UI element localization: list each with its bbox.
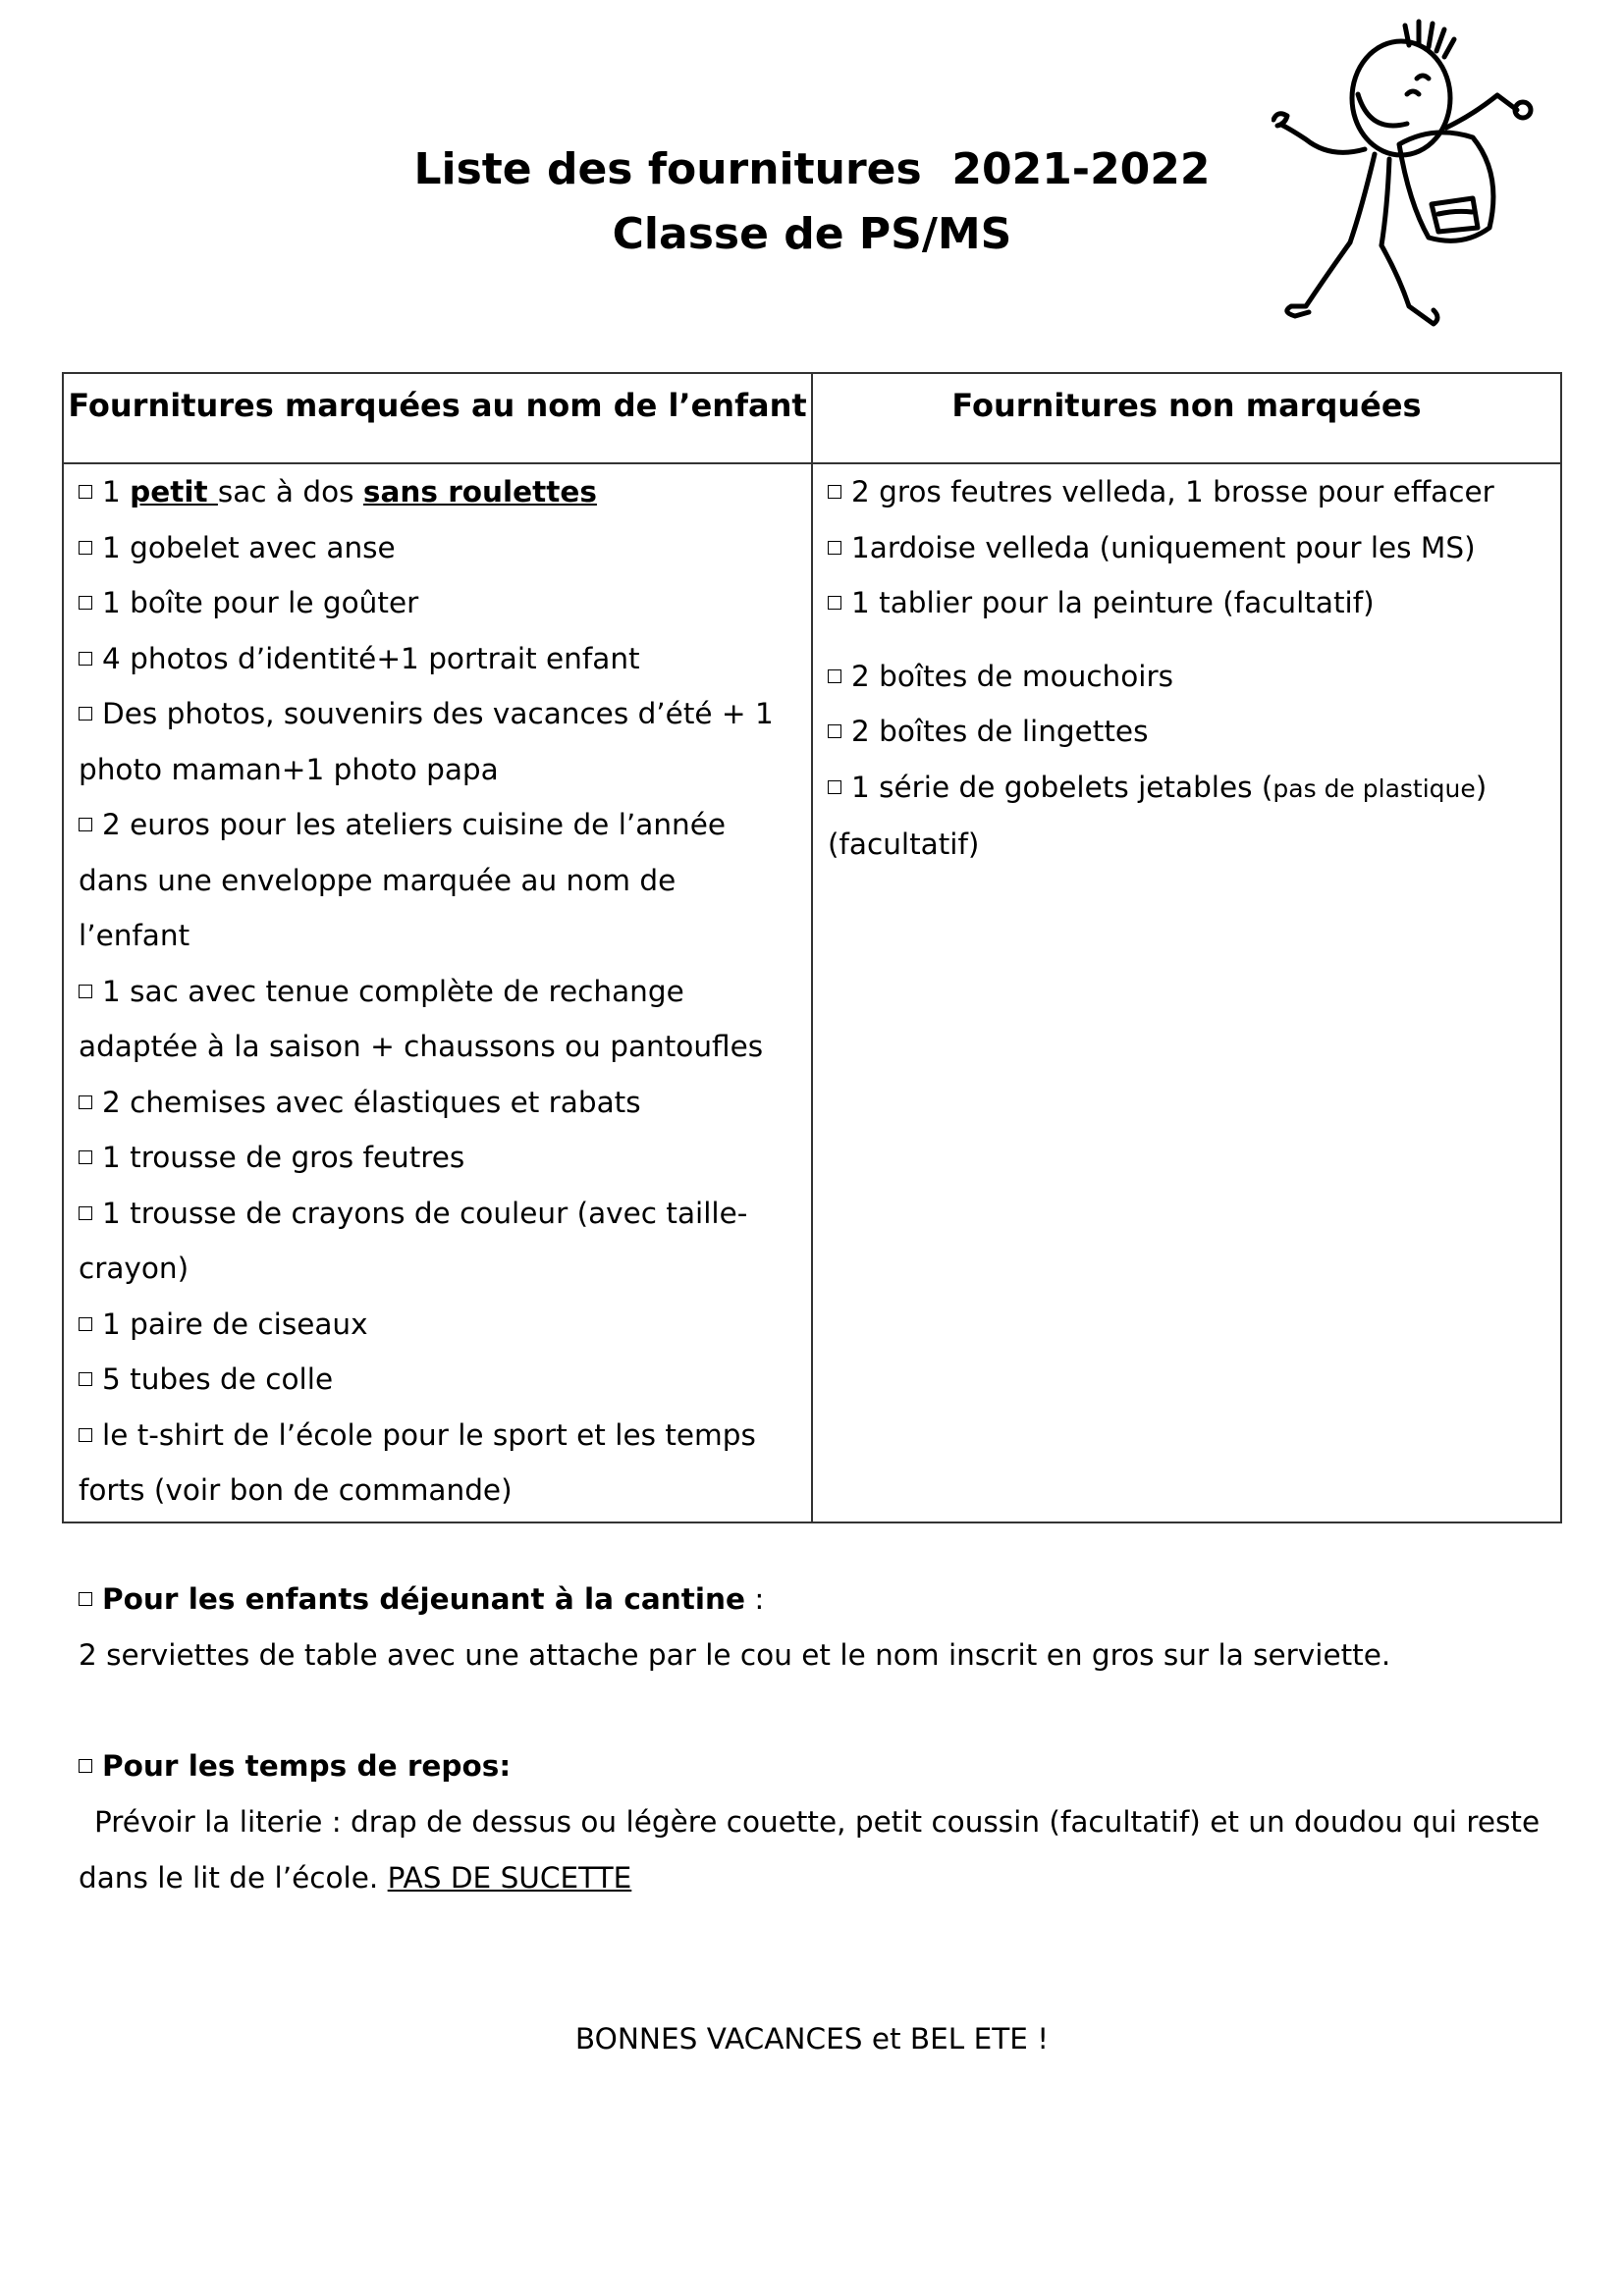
item-text: 1ardoise velleda (uniquement pour les MS)	[851, 530, 1476, 564]
item-emphasis: petit	[130, 475, 218, 508]
item-text: )	[1475, 770, 1488, 804]
marked-supplies-cell	[63, 463, 812, 1522]
list-item	[79, 797, 811, 853]
item-text: 1 trousse de crayons de couleur (avec taille-	[102, 1196, 748, 1230]
cantine-text: 2 serviettes de table avec une attache par le cou et le nom inscrit en gros sur la serviette.	[79, 1638, 1391, 1672]
list-item	[828, 649, 1560, 705]
list-item	[79, 1408, 811, 1464]
checkbox-icon	[828, 780, 841, 794]
list-item-continuation	[79, 853, 811, 909]
no-pacifier-note: PAS DE SUCETTE	[387, 1861, 632, 1895]
list-item	[79, 520, 811, 576]
item-text: 1	[102, 475, 131, 508]
repos-text-line-1: Prévoir la literie : drap de dessus ou légère couette, petit coussin (facultatif) et un doudou qui reste	[94, 1805, 1541, 1839]
list-item	[79, 686, 811, 742]
checkbox-icon	[79, 596, 92, 610]
cantine-colon: :	[744, 1582, 765, 1616]
marked-supplies-list	[79, 464, 811, 1519]
list-item	[79, 631, 811, 687]
list-item	[79, 1075, 811, 1131]
checkbox-icon	[79, 707, 92, 721]
header-unmarked: Fournitures non marquées	[812, 373, 1561, 463]
list-item	[828, 575, 1560, 631]
item-text: 1 série de gobelets jetables (	[851, 770, 1273, 804]
item-text: 2 gros feutres velleda, 1 brosse pour effacer	[851, 475, 1494, 508]
checkbox-icon	[828, 485, 841, 499]
checkbox-icon	[828, 669, 841, 683]
list-item	[79, 575, 811, 631]
item-text: l’enfant	[79, 919, 190, 952]
item-text: sac à dos	[217, 475, 363, 508]
cantine-heading	[79, 1572, 1561, 1628]
unmarked-supplies-list	[828, 464, 1560, 873]
repos-heading	[79, 1738, 1561, 1794]
checkbox-icon	[79, 1428, 92, 1442]
checkbox-icon	[79, 1317, 92, 1331]
checkbox-icon	[79, 818, 92, 831]
list-item-continuation	[828, 817, 1560, 873]
header-marked: Fournitures marquées au nom de l’enfant	[63, 373, 812, 463]
item-text: crayon)	[79, 1252, 189, 1285]
checkbox-icon	[79, 541, 92, 555]
checkbox-icon	[79, 1150, 92, 1164]
list-item	[79, 1130, 811, 1186]
checkbox-icon	[79, 1759, 92, 1773]
unmarked-supplies-cell	[812, 463, 1561, 1522]
list-item	[79, 1297, 811, 1353]
list-item	[828, 520, 1560, 576]
checkbox-icon	[79, 485, 92, 499]
item-text: 4 photos d’identité+1 portrait enfant	[102, 641, 640, 675]
item-text: 1 trousse de gros feutres	[102, 1141, 465, 1174]
list-item	[828, 760, 1560, 818]
item-note: pas de plastique	[1272, 774, 1476, 803]
item-text: le t-shirt de l’école pour le sport et les temps	[102, 1417, 756, 1452]
checkbox-icon	[79, 1206, 92, 1220]
item-text: 2 euros pour les ateliers cuisine de l’année	[102, 808, 727, 841]
notes-section	[79, 1572, 1561, 1906]
item-text: adaptée à la saison + chaussons ou pantoufles	[79, 1030, 764, 1063]
item-text: 1 sac avec tenue complète de rechange	[102, 974, 684, 1008]
list-item-continuation	[79, 742, 811, 798]
repos-text: dans le lit de l’école.	[79, 1861, 388, 1895]
item-text: Des photos, souvenirs des vacances d’été + 1	[102, 697, 774, 730]
repos-text-line-2	[79, 1850, 1561, 1906]
cantine-heading-text: Pour les enfants déjeunant à la cantine	[102, 1582, 745, 1616]
list-item	[79, 1352, 811, 1408]
title-line-2: Classe de PS/MS	[612, 209, 1012, 259]
list-item	[828, 464, 1560, 520]
checkbox-icon	[828, 541, 841, 555]
item-text: forts (voir bon de commande)	[79, 1473, 513, 1507]
item-text: 1 tablier pour la peinture (facultatif)	[851, 586, 1375, 619]
spacer	[79, 1683, 1561, 1738]
supplies-table	[62, 372, 1562, 1523]
item-text: dans une enveloppe marquée au nom de	[79, 863, 677, 897]
closing-message: BONNES VACANCES et BEL ETE !	[574, 2022, 1050, 2056]
checkbox-icon	[828, 596, 841, 610]
checkbox-icon	[79, 1095, 92, 1109]
list-item-continuation	[79, 1463, 811, 1519]
item-text: 2 boîtes de lingettes	[851, 715, 1149, 748]
checkbox-icon	[79, 985, 92, 998]
item-text: 1 boîte pour le goûter	[102, 586, 419, 619]
checkbox-icon	[828, 724, 841, 738]
repos-heading-text: Pour les temps de repos:	[102, 1749, 512, 1783]
list-item-continuation	[79, 1241, 811, 1297]
item-emphasis: sans roulettes	[362, 475, 597, 508]
checkbox-icon	[79, 652, 92, 666]
item-text: 1 gobelet avec anse	[102, 530, 396, 564]
list-item	[79, 964, 811, 1020]
list-item	[828, 704, 1560, 760]
list-item	[79, 1186, 811, 1242]
item-text: photo maman+1 photo papa	[79, 752, 499, 786]
list-item-continuation	[79, 1019, 811, 1075]
item-text: (facultatif)	[828, 828, 980, 861]
item-text: 2 chemises avec élastiques et rabats	[102, 1085, 641, 1119]
child-with-backpack-illustration	[1272, 12, 1537, 336]
title-line-1: Liste des fournitures 2021-2022	[413, 144, 1211, 194]
list-item-continuation	[79, 908, 811, 964]
checkbox-icon	[79, 1372, 92, 1386]
list-item	[79, 464, 811, 520]
item-text: 5 tubes de colle	[102, 1362, 334, 1396]
checkbox-icon	[79, 1592, 92, 1606]
item-text: 1 paire de ciseaux	[102, 1307, 368, 1341]
item-text: 2 boîtes de mouchoirs	[851, 659, 1173, 693]
